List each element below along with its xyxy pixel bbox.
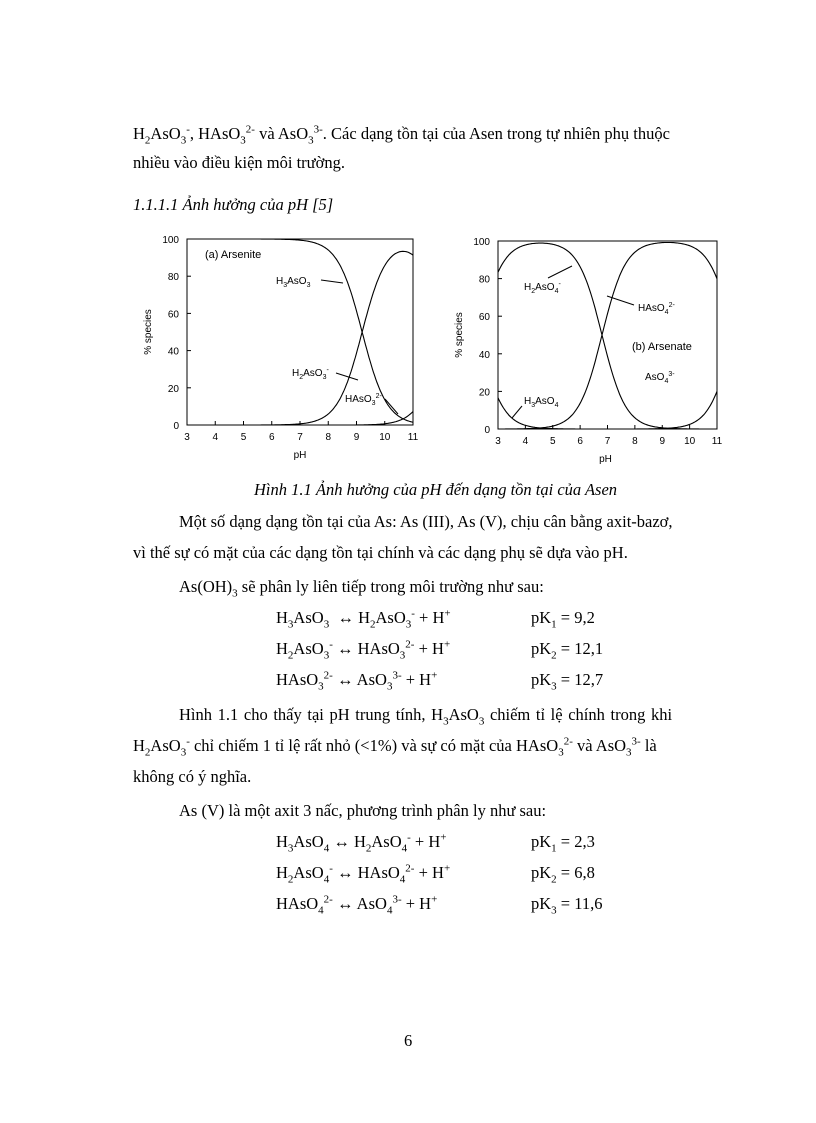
label-h3aso4: $H_3AsO_4$ <box>524 396 559 409</box>
para3-line2: $H_2AsO_3^-$ chỉ chiếm 1 tỉ lệ rất nhỏ (<1%) và sự có mặt của HAsO$_3^{2-}$ và AsO$_3^{3-}$ là <box>133 735 657 759</box>
y-axis-label: % species <box>143 309 154 355</box>
y-tick-label: 40 <box>167 346 179 358</box>
x-tick-label: 5 <box>549 436 556 447</box>
intro-line-2: nhiều vào điều kiện môi trường. <box>133 153 345 172</box>
label-h2aso3: $H_2AsO_3^-$ <box>292 367 329 381</box>
label-arrow <box>548 266 572 278</box>
y-axis-label: % species <box>454 312 465 358</box>
y-tick-label: 80 <box>167 272 179 284</box>
label-arrow <box>512 406 522 418</box>
y-tick-label: 60 <box>478 312 490 324</box>
x-tick-label: 11 <box>407 432 419 443</box>
eq-v-2: $H_2AsO_4^-$ ↔ HAsO$_4^{2-}$ + H+ <box>276 862 451 886</box>
eq-iii-3: HAsO$_3^{2-}$ ↔ AsO$_3^{3-}$ + H+ <box>276 669 438 693</box>
y-tick-label: 20 <box>478 387 490 399</box>
x-tick-label: 7 <box>604 436 611 447</box>
x-tick-label: 7 <box>297 432 303 443</box>
para3-line3: không có ý nghĩa. <box>133 767 252 786</box>
eq-v-2-pk: $pK_2 = 6,8$ <box>531 863 595 886</box>
eq-v-1: $H_3AsO_4$ ↔ $H_2AsO_4^- + H^+$ <box>276 831 447 855</box>
y-tick-label: 100 <box>162 235 179 246</box>
label-haso3: HAsO$_3^{2-}$ <box>345 393 382 407</box>
eq-iii-3-pk: $pK_3 = 12,7$ <box>531 670 604 693</box>
chart-title-arsenite: (a) Arsenite <box>205 249 262 261</box>
x-tick-label: 6 <box>268 432 275 443</box>
x-tick-label: 4 <box>212 432 219 443</box>
para2-line: $As(OH)_3$ sẽ phân ly liên tiếp trong môi trường như sau: <box>179 577 544 600</box>
chart-arsenate <box>454 237 723 465</box>
x-tick-label: 5 <box>240 432 247 443</box>
y-tick-label: 100 <box>473 237 490 248</box>
section-heading: 1.1.1.1 Ảnh hưởng của pH [5] <box>133 195 334 214</box>
label-aso4: AsO$_4^{3-}$ <box>645 371 675 385</box>
x-tick-label: 3 <box>184 432 190 443</box>
x-tick-label: 3 <box>495 436 501 447</box>
x-axis-label: pH <box>293 450 307 461</box>
y-tick-label: 60 <box>167 309 179 321</box>
eq-iii-1-pk: $pK_1 = 9,2$ <box>531 608 595 631</box>
figure <box>0 228 816 468</box>
x-tick-label: 9 <box>353 432 360 443</box>
label-arrow <box>336 373 358 380</box>
eq-v-3: HAsO$_4^{2-}$ ↔ AsO$_4^{3-}$ + H+ <box>276 893 438 917</box>
y-tick-label: 0 <box>173 421 179 432</box>
figure-caption: Hình 1.1 Ảnh hưởng của pH đến dạng tồn tại của Asen <box>254 480 618 499</box>
eq-iii-2-pk: $pK_2 = 12,1$ <box>531 639 604 662</box>
intro-line-1: $H_2AsO_3^-$, HAsO$_3^{2-}$ và AsO$_3^{3-}$. Các dạng tồn tại của Asen trong tự nhiên phụ thuộc <box>133 123 670 147</box>
x-tick-label: 4 <box>522 436 529 447</box>
x-tick-label: 8 <box>632 436 638 447</box>
para1-line2: vì thế sự có mặt của các dạng tồn tại chính và các dạng phụ sẽ dựa vào pH. <box>133 543 628 562</box>
x-tick-label: 10 <box>684 436 696 447</box>
x-tick-label: 10 <box>379 432 391 443</box>
eq-v-3-pk: $pK_3 = 11,6$ <box>531 894 603 917</box>
x-tick-label: 8 <box>325 432 332 443</box>
para3-line1: Hình 1.1 cho thấy tại pH trung tính, $H_3AsO_3$ chiếm tỉ lệ chính trong khi <box>179 705 673 728</box>
para1-line1: Một số dạng dạng tồn tại của As: As (III), As (V), chịu cân bằng axit-bazơ, <box>179 512 673 531</box>
label-arrow <box>321 280 343 283</box>
y-tick-label: 20 <box>167 383 179 395</box>
x-tick-label: 9 <box>659 436 666 447</box>
x-tick-label: 6 <box>577 436 583 447</box>
label-h2aso4: $H_2AsO_4^-$ <box>524 281 561 295</box>
label-h3aso3: $H_3AsO_3$ <box>276 276 311 289</box>
x-axis-label: pH <box>599 454 612 465</box>
eq-iii-1: $H_3AsO_3$ ↔ $H_2AsO_3^- + H^+$ <box>276 607 451 631</box>
chart-arsenite <box>143 235 419 461</box>
label-haso4: HAsO$_4^{2-}$ <box>638 302 675 316</box>
label-arrow <box>385 399 398 414</box>
y-tick-label: 80 <box>478 274 490 286</box>
y-tick-label: 0 <box>484 425 490 436</box>
eq-iii-2: $H_2AsO_3^-$ ↔ HAsO$_3^{2-}$ + H+ <box>276 638 451 662</box>
chart-title-arsenate: (b) Arsenate <box>632 341 692 353</box>
page-number: 6 <box>404 1031 413 1050</box>
x-tick-label: 11 <box>711 436 723 447</box>
para4-line: As (V) là một axit 3 nấc, phương trình phân ly như sau: <box>179 801 547 820</box>
y-tick-label: 40 <box>478 349 490 361</box>
eq-v-1-pk: $pK_1 = 2,3$ <box>531 832 595 855</box>
